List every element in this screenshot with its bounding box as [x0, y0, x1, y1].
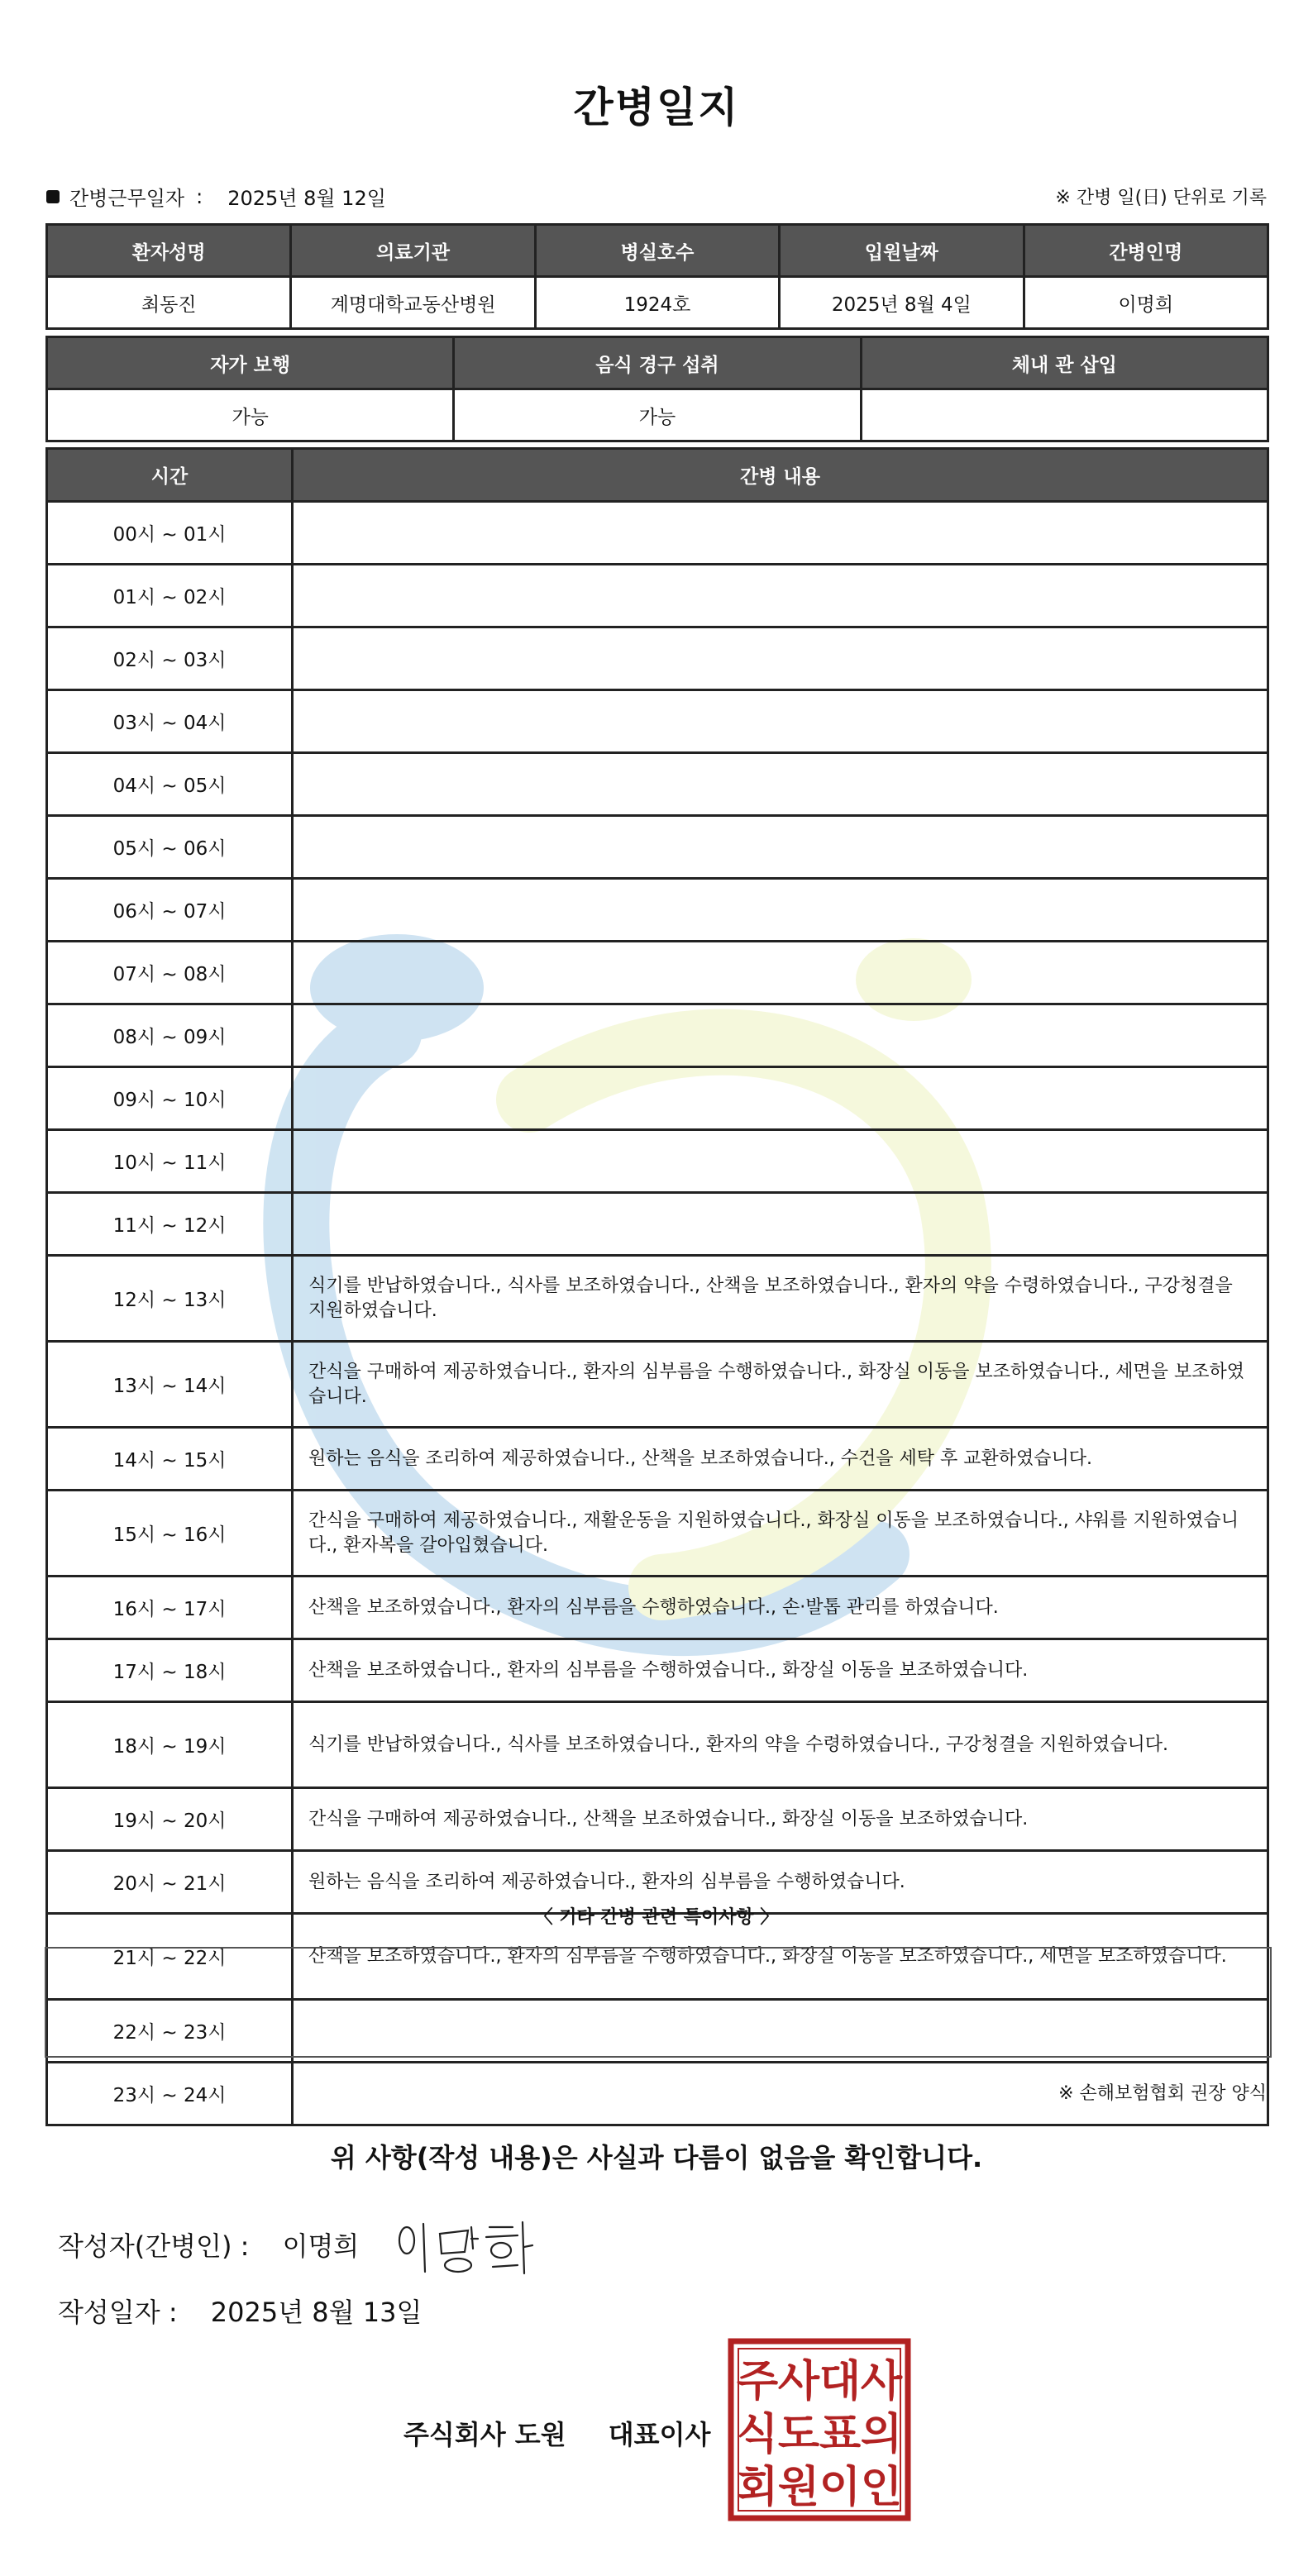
walking-status: 가능 — [47, 389, 454, 441]
seal-character: 사 — [860, 2357, 903, 2407]
table-row — [47, 565, 1268, 627]
table-row — [47, 1639, 1268, 1702]
seal-character: 도 — [777, 2410, 820, 2459]
square-bullet-icon — [46, 190, 60, 203]
care-content — [293, 690, 1268, 753]
care-content: 간식을 구매하여 제공하였습니다., 재활운동을 지원하였습니다., 화장실 이동을 보조하였습니다., 샤워를 지원하였습니다., 환자복을 갈아입혔습니다. — [293, 1491, 1268, 1577]
written-date-line — [58, 2292, 422, 2330]
table-row — [47, 879, 1268, 942]
care-content — [293, 816, 1268, 879]
header-oral-intake: 음식 경구 섭취 — [454, 337, 861, 389]
time-slot: 10시 ~ 11시 — [47, 1130, 293, 1193]
representative-title: 대표이사 — [608, 2419, 711, 2450]
work-date-colon: : — [196, 184, 203, 208]
hospital-name: 계명대학교동산병원 — [291, 277, 535, 329]
time-slot: 02시 ~ 03시 — [47, 627, 293, 690]
patient-status-table — [45, 336, 1269, 442]
care-content — [293, 1193, 1268, 1256]
table-row — [47, 1342, 1268, 1428]
seal-character: 이 — [819, 2463, 862, 2512]
writer-label: 작성자(간병인) : — [58, 2230, 250, 2262]
patient-name: 최동진 — [47, 277, 291, 329]
header-hospital: 의료기관 — [291, 225, 535, 277]
care-content: 간식을 구매하여 제공하였습니다., 환자의 심부름을 수행하였습니다., 화장실 이동을 보조하였습니다., 세면을 보조하였습니다. — [293, 1342, 1268, 1428]
care-content: 식기를 반납하였습니다., 식사를 보조하였습니다., 환자의 약을 수령하였습니다., 구강청결을 지원하였습니다. — [293, 1702, 1268, 1788]
seal-character: 의 — [860, 2410, 903, 2459]
special-notes-box — [45, 1947, 1272, 2058]
care-content — [293, 1004, 1268, 1067]
time-slot: 08시 ~ 09시 — [47, 1004, 293, 1067]
time-slot: 04시 ~ 05시 — [47, 753, 293, 816]
work-date-value: 2025년 8월 12일 — [227, 187, 386, 210]
time-slot: 14시 ~ 15시 — [47, 1428, 293, 1491]
table-row — [47, 1577, 1268, 1639]
written-date-value: 2025년 8월 13일 — [210, 2297, 423, 2328]
table-row — [47, 1130, 1268, 1193]
header-admission-date: 입원날짜 — [780, 225, 1024, 277]
confirmation-statement: 위 사항(작성 내용)은 사실과 다름이 없음을 확인합니다. — [330, 2142, 983, 2173]
table-row — [47, 690, 1268, 753]
time-slot: 07시 ~ 08시 — [47, 942, 293, 1004]
table-row — [47, 1004, 1268, 1067]
table-row — [47, 502, 1268, 565]
writer-line — [58, 2225, 359, 2264]
time-slot: 22시 ~ 23시 — [47, 2000, 293, 2063]
care-content — [293, 942, 1268, 1004]
time-slot: 00시 ~ 01시 — [47, 502, 293, 565]
time-slot: 15시 ~ 16시 — [47, 1491, 293, 1577]
care-content — [293, 1130, 1268, 1193]
seal-character: 식 — [736, 2410, 779, 2459]
time-slot: 19시 ~ 20시 — [47, 1788, 293, 1851]
page-title: 간병일지 — [573, 83, 740, 131]
time-slot: 12시 ~ 13시 — [47, 1256, 293, 1342]
care-content: 원하는 음식을 조리하여 제공하였습니다., 산책을 보조하였습니다., 수건을 세탁 후 교환하였습니다. — [293, 1428, 1268, 1491]
table-row — [47, 1788, 1268, 1851]
care-content: 산책을 보조하였습니다., 환자의 심부름을 수행하였습니다., 손·발톱 관리를 하였습니다. — [293, 1577, 1268, 1639]
company-name: 주식회사 도원 — [403, 2419, 566, 2450]
time-slot: 09시 ~ 10시 — [47, 1067, 293, 1130]
time-slot: 05시 ~ 06시 — [47, 816, 293, 879]
form-source-note: ※ 손해보험협회 권장 양식 — [1058, 2083, 1267, 2104]
table-row — [47, 1702, 1268, 1788]
time-slot: 23시 ~ 24시 — [47, 2063, 293, 2125]
time-slot: 20시 ~ 21시 — [47, 1851, 293, 1914]
care-content — [293, 753, 1268, 816]
company-line — [403, 2414, 710, 2452]
table-row — [47, 753, 1268, 816]
time-slot: 11시 ~ 12시 — [47, 1193, 293, 1256]
writer-name: 이명희 — [282, 2230, 360, 2262]
handwritten-signature — [389, 2216, 554, 2282]
table-row — [47, 816, 1268, 879]
header-walking: 자가 보행 — [47, 337, 454, 389]
header-patient-name: 환자성명 — [47, 225, 291, 277]
care-content: 산책을 보조하였습니다., 환자의 심부름을 수행하였습니다., 화장실 이동을 보조하였습니다. — [293, 1639, 1268, 1702]
care-content — [293, 879, 1268, 942]
seal-character: 인 — [860, 2463, 903, 2512]
seal-character: 사 — [777, 2357, 820, 2407]
care-content: 식기를 반납하였습니다., 식사를 보조하였습니다., 산책을 보조하였습니다., 환자의 약을 수령하였습니다., 구강청결을 지원하였습니다. — [293, 1256, 1268, 1342]
company-seal-stamp — [728, 2338, 911, 2521]
care-content — [293, 627, 1268, 690]
room-number: 1924호 — [535, 277, 779, 329]
table-row — [47, 1491, 1268, 1577]
care-content — [293, 502, 1268, 565]
time-slot: 17시 ~ 18시 — [47, 1639, 293, 1702]
written-date-label: 작성일자 : — [58, 2297, 178, 2328]
care-content: 원하는 음식을 조리하여 제공하였습니다., 환자의 심부름을 수행하였습니다. — [293, 1851, 1268, 1914]
table-row — [47, 942, 1268, 1004]
caregiver-name: 이명희 — [1024, 277, 1268, 329]
table-row — [47, 1256, 1268, 1342]
time-slot: 16시 ~ 17시 — [47, 1577, 293, 1639]
table-row — [47, 1193, 1268, 1256]
tube-insertion-status — [861, 389, 1268, 441]
time-slot: 01시 ~ 02시 — [47, 565, 293, 627]
seal-character: 회 — [736, 2463, 779, 2512]
time-slot: 18시 ~ 19시 — [47, 1702, 293, 1788]
seal-character: 주 — [736, 2357, 779, 2407]
time-slot: 13시 ~ 14시 — [47, 1342, 293, 1428]
header-care-content: 간병 내용 — [293, 449, 1268, 502]
time-slot: 06시 ~ 07시 — [47, 879, 293, 942]
seal-character: 표 — [819, 2410, 862, 2459]
patient-info-table — [45, 223, 1269, 330]
care-content: 간식을 구매하여 제공하였습니다., 산책을 보조하였습니다., 화장실 이동을 보조하였습니다. — [293, 1788, 1268, 1851]
care-content: 산책을 보조하였습니다., 환자의 심부름을 수행하였습니다., 화장실 이동을 보조하였습니다., 세면을 보조하였습니다. — [293, 1914, 1268, 2000]
care-content — [293, 565, 1268, 627]
table-row — [47, 627, 1268, 690]
header-room: 병실호수 — [535, 225, 779, 277]
header-tube-insertion: 체내 관 삽입 — [861, 337, 1268, 389]
care-content — [293, 1067, 1268, 1130]
care-log-table — [45, 447, 1269, 2126]
work-date — [46, 182, 386, 211]
seal-character: 대 — [819, 2357, 862, 2407]
header-time: 시간 — [47, 449, 293, 502]
header-caregiver-name: 간병인명 — [1024, 225, 1268, 277]
admission-date: 2025년 8월 4일 — [780, 277, 1024, 329]
table-row — [47, 1428, 1268, 1491]
table-row — [47, 1067, 1268, 1130]
special-notes-title: 〈 기타 간병 관련 특이사항 〉 — [534, 1907, 779, 1928]
record-unit-note: ※ 간병 일(日) 단위로 기록 — [1055, 188, 1267, 208]
work-date-label: 간병근무일자 — [69, 187, 185, 210]
seal-character: 원 — [777, 2463, 820, 2512]
time-slot: 21시 ~ 22시 — [47, 1914, 293, 2000]
time-slot: 03시 ~ 04시 — [47, 690, 293, 753]
oral-intake-status: 가능 — [454, 389, 861, 441]
